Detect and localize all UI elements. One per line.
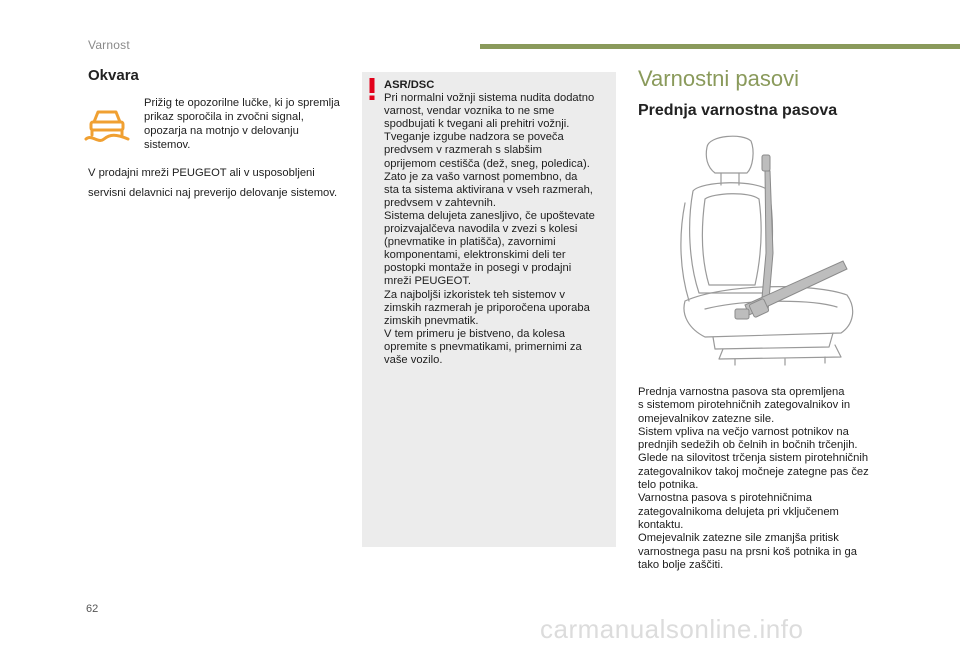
description-line: zategovalnikov takoj močneje zategne pas čez: [638, 465, 869, 478]
description-line: Glede na silovitost trčenja sistem pirotehničnih: [638, 452, 869, 465]
chapter-title: Varnostni pasovi: [638, 66, 800, 91]
warning-line: Tveganje izgube nadzora se poveča: [384, 131, 564, 144]
header-accent-bar: [480, 44, 960, 49]
description-line: telo potnika.: [638, 479, 699, 492]
warning-text: [384, 79, 614, 367]
warning-line: proizvajalčeva navodila v zvezi s kolesi: [384, 223, 578, 236]
section-subtitle: Prednja varnostna pasova: [638, 102, 838, 119]
warning-title: ASR/DSC: [384, 79, 435, 91]
warning-line: sta ta sistema aktivirana v vseh razmerah,: [384, 183, 593, 196]
description-line: Omejevalnik zatezne sile zmanjša pritisk: [638, 532, 839, 545]
warning-lamp-icon: [84, 108, 130, 142]
section-title-okvara: Okvara: [88, 67, 139, 84]
warning-line: predvsem v zahtevnih.: [384, 196, 496, 209]
warning-line: varnost, vendar voznika to ne sme: [384, 105, 555, 118]
warning-line: postopki montaže in posegi v prodajni: [384, 262, 572, 275]
description-line: prednjih sedežih ob čelnih in bočnih trčenjih.: [638, 439, 858, 452]
warning-line: Za najboljši izkoristek teh sistemov v: [384, 288, 565, 301]
warning-line: (pnevmatike in platišča), zavornimi: [384, 236, 556, 249]
exclamation-icon: [368, 78, 376, 100]
description-line: s sistemom pirotehničnih zategovalnikov in: [638, 399, 851, 412]
warning-line: komponentami, elektronskimi deli ter: [384, 249, 566, 262]
description-line: omejevalnikov zatezne sile.: [638, 412, 775, 425]
warning-line: spodbujati k tvegani ali prehitri vožnji.: [384, 118, 570, 131]
seat-belt-description: [638, 386, 898, 572]
okvara-paragraph-3: servisni delavnici naj preverijo delovanje sistemov.: [88, 187, 338, 199]
description-line: Sistem vpliva na večjo varnost potnikov na: [638, 425, 849, 438]
description-line: zategovalnikoma delujeta pri vključenem: [638, 505, 839, 518]
warning-line: predvsem v razmerah s slabšim: [384, 144, 542, 157]
warning-line: Sistema delujeta zanesljivo, če upoštevate: [384, 209, 595, 222]
warning-line: oprijemom cestišča (dež, sneg, poledica).: [384, 157, 590, 170]
seat-belt-illustration: [665, 133, 870, 373]
warning-line: mreži PEUGEOT.: [384, 275, 472, 288]
description-line: varnostnega pasu na prsni koš potnika in ga: [638, 545, 857, 558]
warning-line: vaše vozilo.: [384, 353, 443, 366]
okvara-paragraph-1: Prižig te opozorilne lučke, ki jo spremlja prikaz sporočila in zvočni signal, opozarja na motnjo v delovanju sistemov.: [144, 97, 340, 151]
warning-line: Zato je za vašo varnost pomembno, da: [384, 170, 578, 183]
okvara-paragraph-2: V prodajni mreži PEUGEOT ali v usposobljeni: [88, 167, 315, 179]
watermark: carmanualsonline.info: [540, 614, 804, 644]
warning-line: Pri normalni vožnji sistema nudita dodatno: [384, 92, 595, 105]
section-header-label: Varnost: [88, 38, 130, 52]
warning-line: V tem primeru je bistveno, da kolesa: [384, 327, 565, 340]
warning-line: zimskih razmerah je priporočena uporaba: [384, 301, 590, 314]
page-number: 62: [86, 603, 99, 615]
description-line: kontaktu.: [638, 518, 684, 531]
description-line: tako bolje zaščiti.: [638, 558, 724, 571]
description-line: Prednja varnostna pasova sta opremljena: [638, 386, 845, 398]
warning-line: zimskih pnevmatik.: [384, 314, 479, 327]
description-line: Varnostna pasova s pirotehničnima: [638, 492, 812, 505]
warning-line: opremite s pnevmatikami, primernimi za: [384, 340, 582, 353]
